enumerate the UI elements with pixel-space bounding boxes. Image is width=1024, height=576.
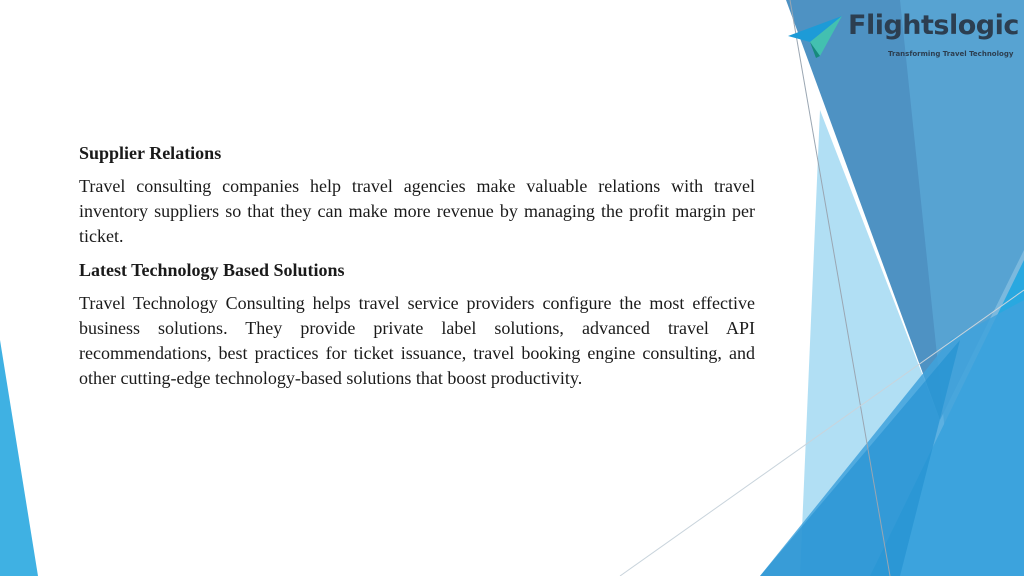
section-heading-technology: Latest Technology Based Solutions: [79, 260, 345, 280]
section-body-supplier: Travel consulting companies help travel agencies make valuable relations with travel inventory suppliers so that they can make more revenue by managing the profit margin per ticket.: [79, 176, 755, 246]
left-accent-shape: [0, 340, 38, 576]
brand-logo: [786, 8, 1019, 64]
logo-tagline: Transforming Travel Technology: [888, 50, 1014, 58]
section-body-technology: Travel Technology Consulting helps travel service providers configure the most effective business solutions. They provide private label solutions, advanced travel API recommendations, best practices for ticket issuance, travel booking engine consulting, and other cutting-edge technology-based solutions that boost productivity.: [79, 293, 755, 388]
section-heading-supplier: Supplier Relations: [79, 143, 222, 163]
paper-plane-icon: [786, 12, 844, 60]
slide-content: [79, 141, 755, 400]
logo-name: Flightslogic: [848, 10, 1019, 41]
